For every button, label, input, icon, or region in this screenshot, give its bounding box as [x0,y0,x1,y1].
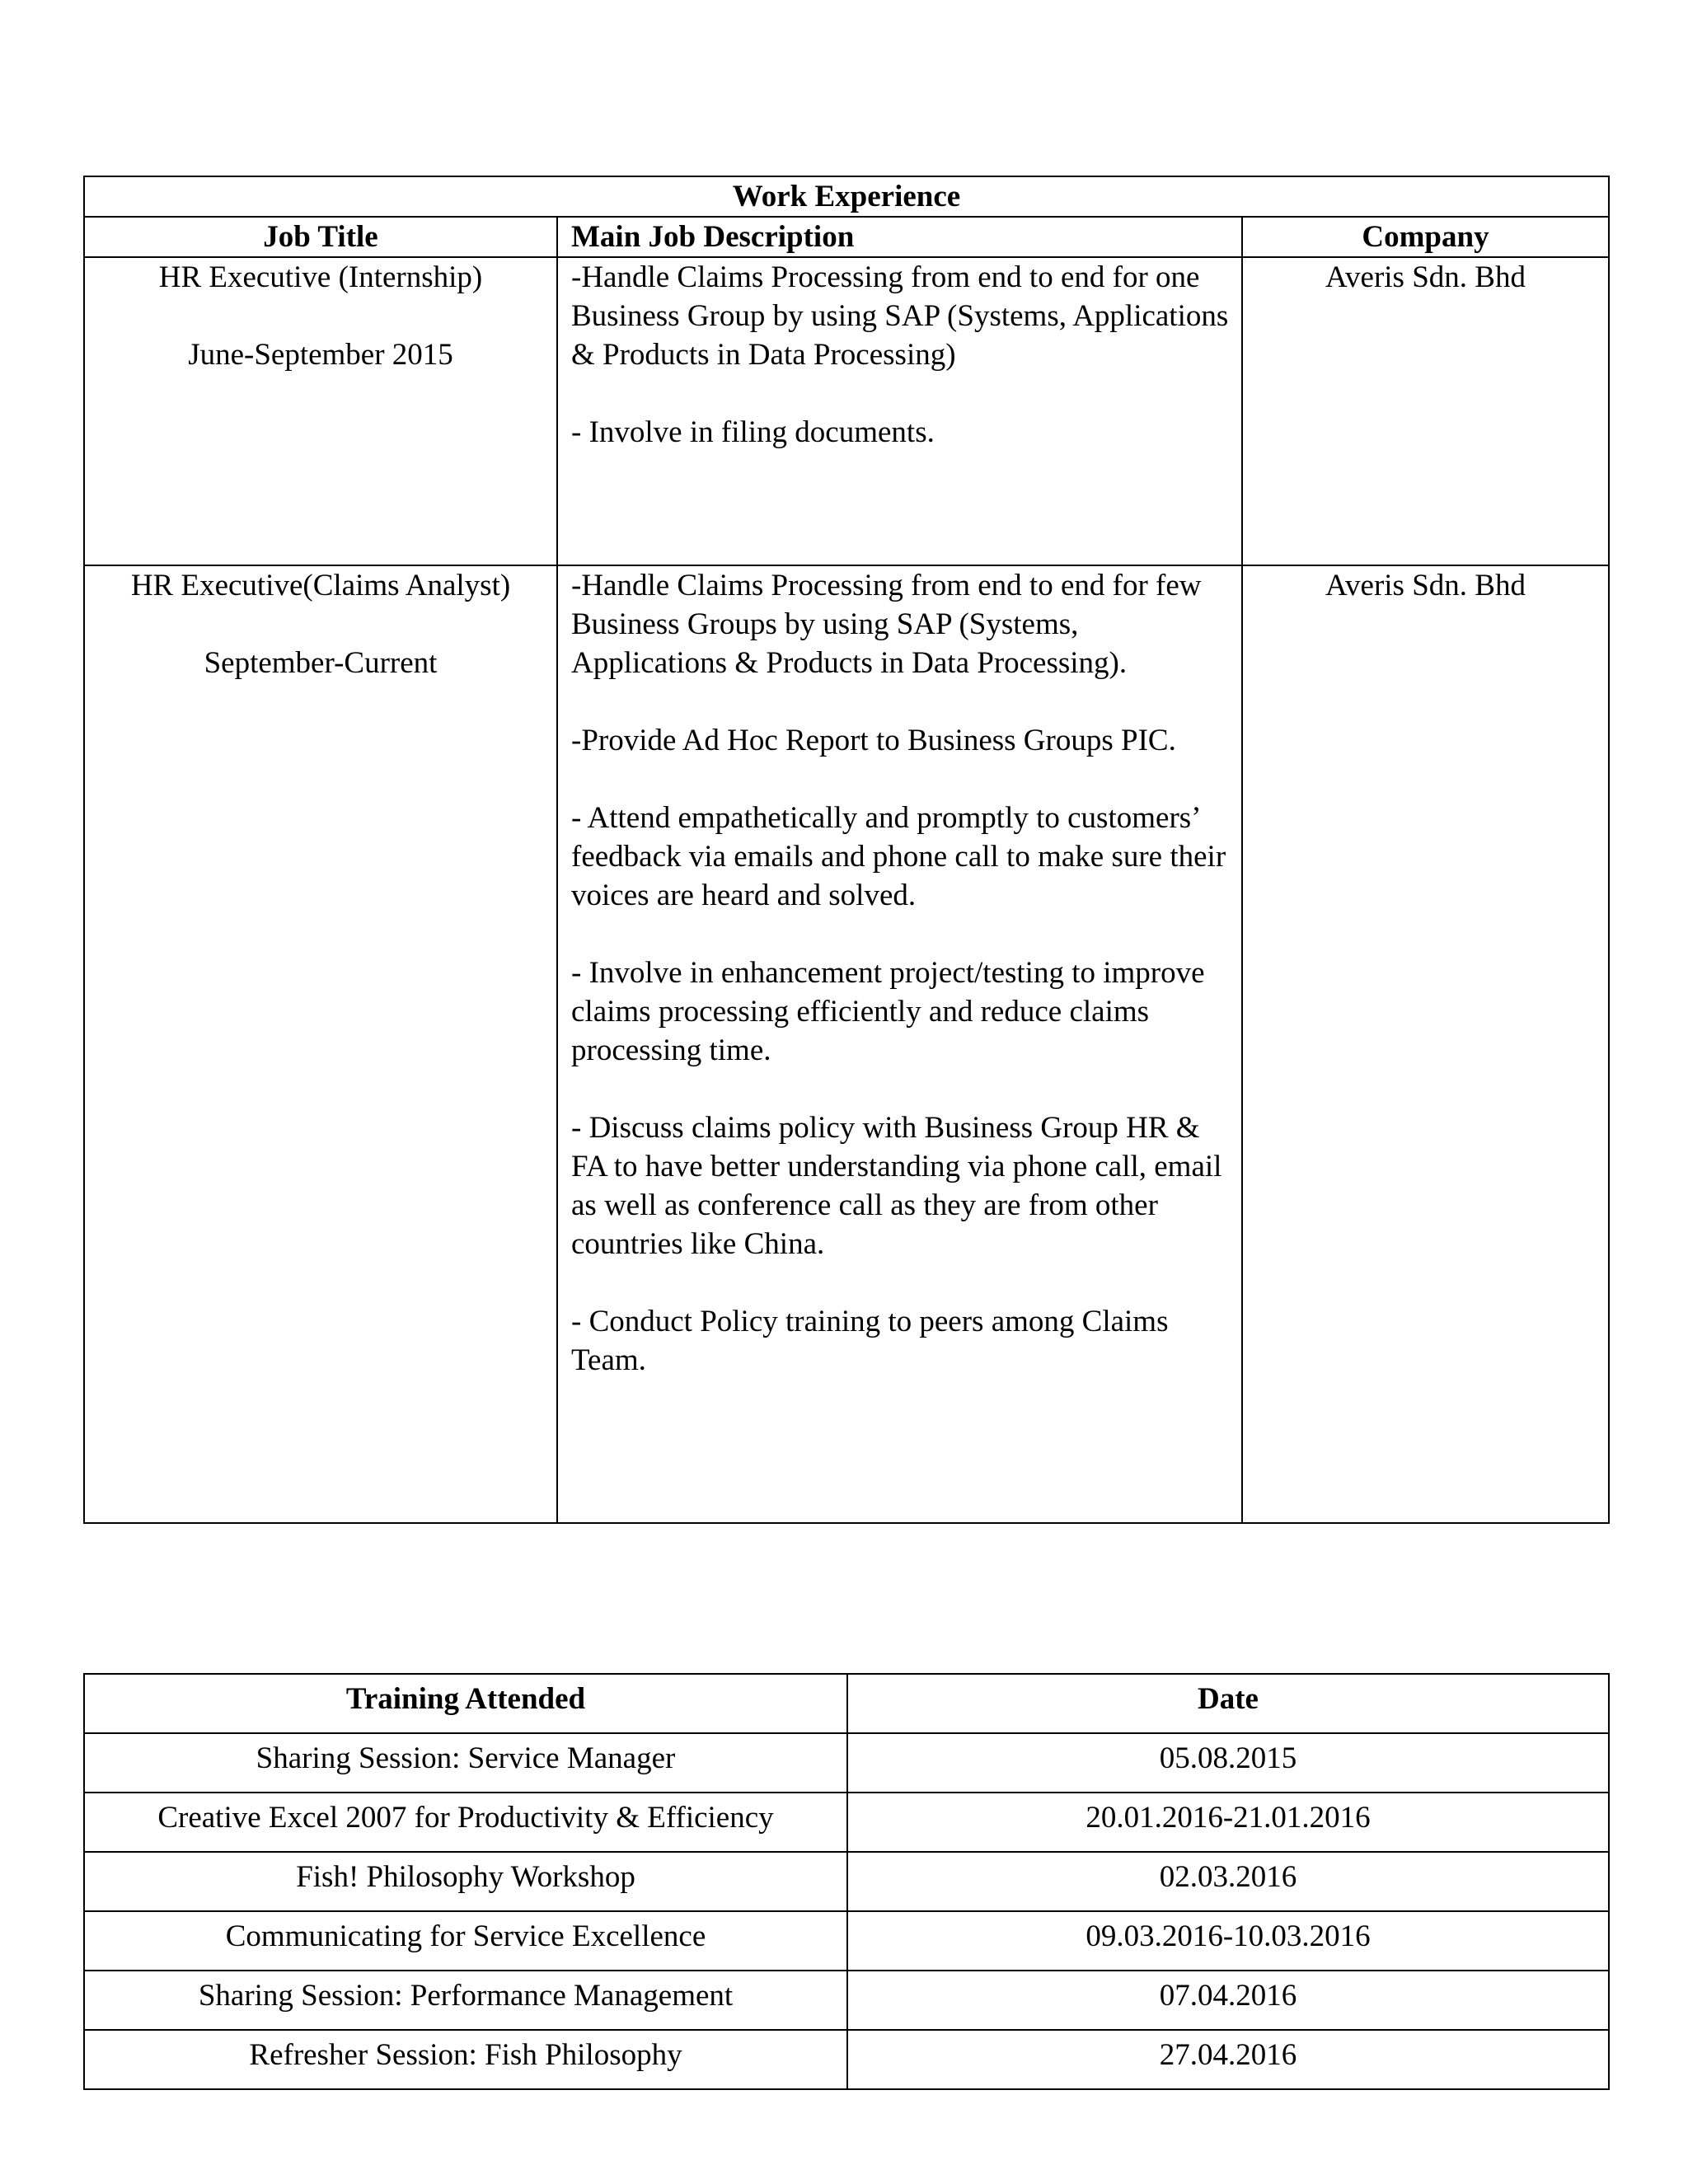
header-main-job-description: Main Job Description [557,217,1242,257]
training-date: 07.04.2016 [847,1971,1609,2030]
job-description-cell [557,257,1242,565]
work-experience-title-row [84,176,1609,217]
training-row [84,1733,1609,1793]
training-date: 09.03.2016-10.03.2016 [847,1911,1609,1971]
training-date: 27.04.2016 [847,2030,1609,2089]
job-description-item: -Provide Ad Hoc Report to Business Groups PIC. [571,724,1176,757]
job-description-cell [557,565,1242,1523]
job-title-cell [84,565,557,1523]
job-description-item: -Handle Claims Processing from end to end for one Business Group by using SAP (Systems, Applications & Products in Data Processing) [571,260,1229,372]
header-date: Date [847,1674,1609,1733]
training-name: Communicating for Service Excellence [84,1911,847,1971]
training-date: 05.08.2015 [847,1733,1609,1793]
job-title: HR Executive (Internship) [158,260,483,294]
job-title-cell [84,257,557,565]
training-table [83,1673,1610,2090]
training-name: Creative Excel 2007 for Productivity & Efficiency [84,1793,847,1852]
training-date: 20.01.2016-21.01.2016 [847,1793,1609,1852]
header-company: Company [1242,217,1609,257]
training-name: Fish! Philosophy Workshop [84,1852,847,1911]
training-name: Refresher Session: Fish Philosophy [84,2030,847,2089]
job-description-item: - Involve in filing documents. [571,415,935,449]
training-row [84,1911,1609,1971]
work-experience-table [83,176,1610,1524]
training-row [84,1852,1609,1911]
training-name: Sharing Session: Performance Management [84,1971,847,2030]
job-title: HR Executive(Claims Analyst) [130,569,511,602]
job-description-item: - Involve in enhancement project/testing to improve claims processing efficiently and reduce claims processing time. [571,956,1205,1067]
training-name: Sharing Session: Service Manager [84,1733,847,1793]
training-row [84,2030,1609,2089]
work-experience-title: Work Experience [84,176,1609,217]
header-job-title: Job Title [84,217,557,257]
job-description-item: - Attend empathetically and promptly to customers’ feedback via emails and phone call to make sure their voices are heard and solved. [571,801,1226,912]
job-description-item: -Handle Claims Processing from end to end for few Business Groups by using SAP (Systems, Applications & Products in Data Processing). [571,569,1202,680]
job-period: September-Current [204,646,438,680]
job-description-item: - Discuss claims policy with Business Group HR & FA to have better understanding via phone call, email as well as conference call as they are from other countries like China. [571,1111,1222,1261]
job-period: June-September 2015 [188,338,453,372]
work-experience-row [84,565,1609,1523]
training-row [84,1793,1609,1852]
company-cell: Averis Sdn. Bhd [1242,257,1609,565]
training-date: 02.03.2016 [847,1852,1609,1911]
training-header-row [84,1674,1609,1733]
work-experience-row [84,257,1609,565]
header-training-attended: Training Attended [84,1674,847,1733]
job-description-item: - Conduct Policy training to peers among Claims Team. [571,1305,1169,1377]
training-row [84,1971,1609,2030]
company-cell: Averis Sdn. Bhd [1242,565,1609,1523]
work-experience-header-row [84,217,1609,257]
